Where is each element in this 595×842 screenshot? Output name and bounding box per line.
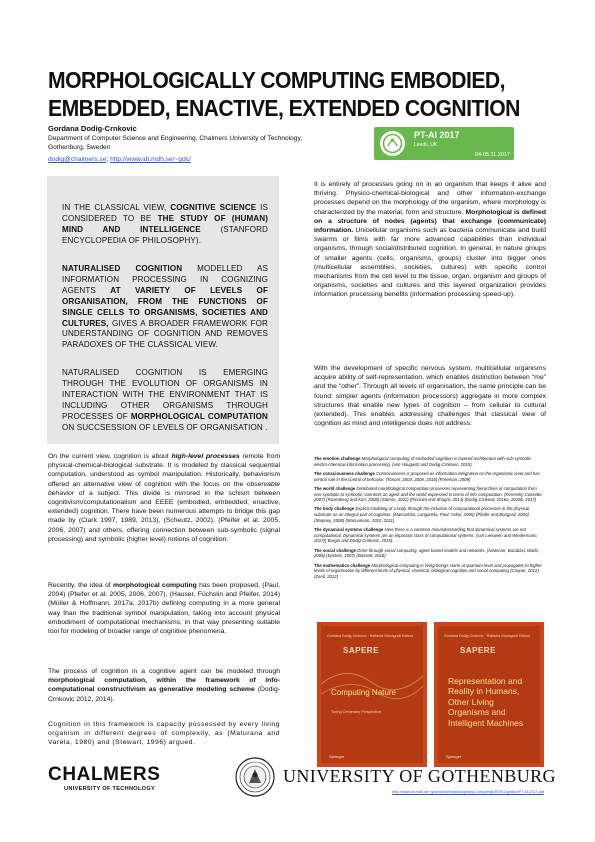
- book-publisher: Springer: [329, 754, 345, 759]
- challenge-item: The body challenge Explicit modeling of a body through the inclusion of computational processes in the physical substrate as an integral part of cognition. (Matsushita, Lungarella, Paul, Yokoi, 2005) (Pfeifer and Bongard, 2006) (Stepney, 2008) (MacLennan, 2010, 2011): [314, 506, 530, 523]
- title-line-1: MORPHOLOGICALLY COMPUTING EMBODIED,: [48, 67, 506, 93]
- chalmers-wordmark: CHALMERS: [48, 764, 161, 785]
- link-separator: ;: [106, 156, 109, 163]
- gothenburg-wordmark: UNIVERSITY OF GOTHENBURG: [283, 766, 556, 786]
- challenge-item: The emotion challenge Morphological computing of embodied cognition is layered architecture with sub-symbolic electro-chemical information processing. (von Haugwitz and Dodig-Crnkovic, 2015): [314, 456, 532, 467]
- homepage-link[interactable]: http://www.idt.mdh.se/~gdc/: [110, 156, 191, 163]
- right-paragraph-1: It is entirely of processes going on in an organism that keeps it alive and thriving. Physico-chemical-biological and other information-exchange processes depend on the morphology of the organism, where morphology is characterized by the material, form and structure. Morphological is defined on a structure of nodes (agents) that exchange (communicate) information. Unicellular organisms such as bacteria communicate and build swarms or films with far more advanced capabilities than individual organisms, through social/distributed cognition. In general, in nature groups of smaller agents (cells, organisms, groups) cluster into bigger ones (multicellular assemblies, societies, cultures) with specific control mechanisms from the cell level to the tissue, organ, organism and groups of organisms, societies and cultures and this layered organization provides information processing benefits (information processing speed-up).: [314, 181, 546, 299]
- book-subtitle: Turing Centenary Perspective: [331, 710, 382, 714]
- challenge-item: The consciousness challenge Consciousness is proposed as information integration on the organismic level and has central role in the control of behavior. (Tononi, 2004, 2008, 2015) (Freeman, 2009): [314, 470, 540, 482]
- challenges-list: [314, 456, 546, 583]
- conference-logo-icon: [380, 131, 405, 156]
- book-title: Computing Nature: [331, 688, 396, 697]
- left-paragraph-4: Cognition in this framework is capacity possessed by every living organism in different degrees of complexity, as (Maturana and Varela, 1980) and (Stewart, 1996) argued.: [48, 721, 280, 747]
- chalmers-subtitle: UNIVERSITY OF TECHNOLOGY: [64, 786, 156, 792]
- book-cover-representation-reality: [434, 622, 544, 767]
- chalmers-logo: [48, 764, 160, 792]
- book-cover-art-icon: [321, 654, 423, 714]
- conference-banner: [374, 127, 514, 160]
- left-paragraph-3: The process of cognition in a cognitive agent can be modeled through morphological computation, within the framework of info-computational constructivism as generative modeling scheme (Dodig-Crnkovic 2012, 2014).: [48, 668, 280, 703]
- title-line-2: EMBEDDED, ENACTIVE, EXTENDED COGNITION: [48, 95, 520, 121]
- book-cover-panel: [438, 626, 540, 763]
- poster-title: [48, 66, 520, 122]
- callout-paragraph-3: NATURALISED COGNITION IS EMERGING THROUGH THE EVOLUTION OF ORGANISMS IN INTERACTION WITH THE ENVIRONMENT THAT IS INCLUDING OTHER ORGANISMS THROUGH PROCESSES OF MORPHOLOGICAL COMPUTATION ON SUCCSESSION OF LEVELS OF ORGANISATION .: [62, 368, 268, 432]
- book-series: SAPERE: [343, 646, 379, 655]
- book-publisher: Springer: [446, 754, 462, 759]
- book-title: Representation and Reality in Humans, Other Living Organisms and Intelligent Machines: [448, 676, 524, 728]
- author-name: Gordana Dodig-Crnkovic: [48, 124, 137, 133]
- left-paragraph-1: On the current view, cognition is about high-level processes remote from physical-chemical-biological substrate. It is modeled by classical sequential computation, understood as symbol manipulation. Historically, behaviorism offered an alternative view of cognition with the focus on the observable behavior of a subject. This divide is mirrored in the schism between cognitivism/computationalism and EEEE (embodied, embedded, enactive, extended) cognition. There have been numerous attempts to bridge this gap made by (Clark 1997, 1989, 2013), (Scheutz, 2002), (Pfeifer et al. 2005, 2006, 2007) and others, offering connection between sub-symbolic (signal processing) and symbolic (higher level) notions of cognition.: [48, 453, 280, 543]
- affiliation: Department of Computer Science and Engineering, Chalmers University of Technology, Gothenburg, Sweden: [48, 135, 303, 151]
- left-paragraph-2: Recently, the idea of morphological computing has been proposed, (Paul, 2004) (Pfeifer et al. 2005, 2006, 2007), (Hauser, Füchslin and Pfeifer, 2014) (Müller & Hoffmann, 2017a, 2017b) defining computing in a more general way than the traditional symbol manipulation, taking into account physical embodiment of computational mechanisms, in that way presenting suitable tool for modeling of broader range of cognitive phenomena.: [48, 582, 280, 636]
- right-paragraph-2: With the development of specific nervous system, multicellular organisms acquire ability of self-representation, which enables distinction between “me” and the “other”. Through all levels of organisation, the same principle can be found: simpler agents (information processors) aggregate in more complex structures that enable new types of cognition – from cellular to cultural (extended). This enables addressing challenges that classical view of cognition as mind and intelligence does not address:: [314, 365, 546, 428]
- email-link[interactable]: dodig@chalmers.se: [48, 156, 107, 163]
- challenge-item: The dynamical systems challenge Here there is a common misunderstanding that dynamical systems are not computational. Dynamical systems are an important class of computational systems. (van Leeuwen and Wiedermann, 2017)( Burgin and Dodig-Crnkovic, 2015).: [314, 527, 538, 544]
- callout-paragraph-2: NATURALISED COGNITION MODELLED AS INFORMATION PROCESSING IN COGNIZING AGENTS AT VARIETY OF LEVELS OF ORGANISATION, FROM THE FUNCTIONS OF SINGLE CELLS TO ORGANISMS, SOCIETIES AND CULTURES, GIVES A BROADER FRAMEWORK FOR UNDERSTANDING OF COGNITION AND REMOVES PARADOXES OF THE CLASSICAL VIEW.: [62, 264, 268, 350]
- conference-place: Leeds, UK: [414, 142, 438, 148]
- challenge-item: The world challenge Distributed morphological computation processes representing hierarchies of computation from non-symbolic to symbolic, connects an agent and the world expressed in terms of info-computation. (Kerensky Cossette, 2007) (Rozenberg and Kari, 2008) (Stamm, 2011) (Piccinini and Shagrir, 2014) (Dodig-Crnkovic 2016a, 2016b, 2017): [314, 485, 543, 503]
- contact-links: [48, 156, 191, 163]
- university-seal-icon: [235, 757, 275, 797]
- book-cover-panel: [321, 626, 423, 763]
- callout-paragraph-1: IN THE CLASSICAL VIEW, COGNITIVE SCIENCE IS CONSIDERED TO BE THE STUDY OF (HUMAN) MIND AND INTELLIGENCE (STANFORD ENCYCLOPEDIA OF PHILOSOPHY).: [62, 203, 268, 245]
- challenge-item: The mathematics challenge Morphological computing in living beings starts at quantum level and propagates to higher levels of organisation by different kinds of physical, chemical, biological cognitive and social computing (Cooper, 2012) (Zenil, 2012): [314, 562, 542, 579]
- book-series: SAPERE: [460, 646, 496, 655]
- book-editors: Gordana Dodig-Crnkovic · Raffaela Giovagnoli Editors: [444, 634, 531, 638]
- book-editors: Gordana Dodig-Crnkovic · Raffaela Giovagnoli Editors: [327, 634, 414, 638]
- challenge-item: The social challenge Done through social computing, agent-based models and networks. (Newman, Barabási, Watts, 2006) (Epstein, 2007) (Bassett, 2016): [314, 547, 540, 559]
- conference-date: 04-05.11.2017: [474, 152, 510, 158]
- footer-url-link[interactable]: http://www.idt.mdh.se/~gdc/work/MorphologicallyComputingEEEECognitionPT-AI-2017.pdf: [391, 790, 544, 794]
- conference-title: PT-AI 2017: [414, 130, 460, 140]
- book-cover-computing-nature: [317, 622, 427, 767]
